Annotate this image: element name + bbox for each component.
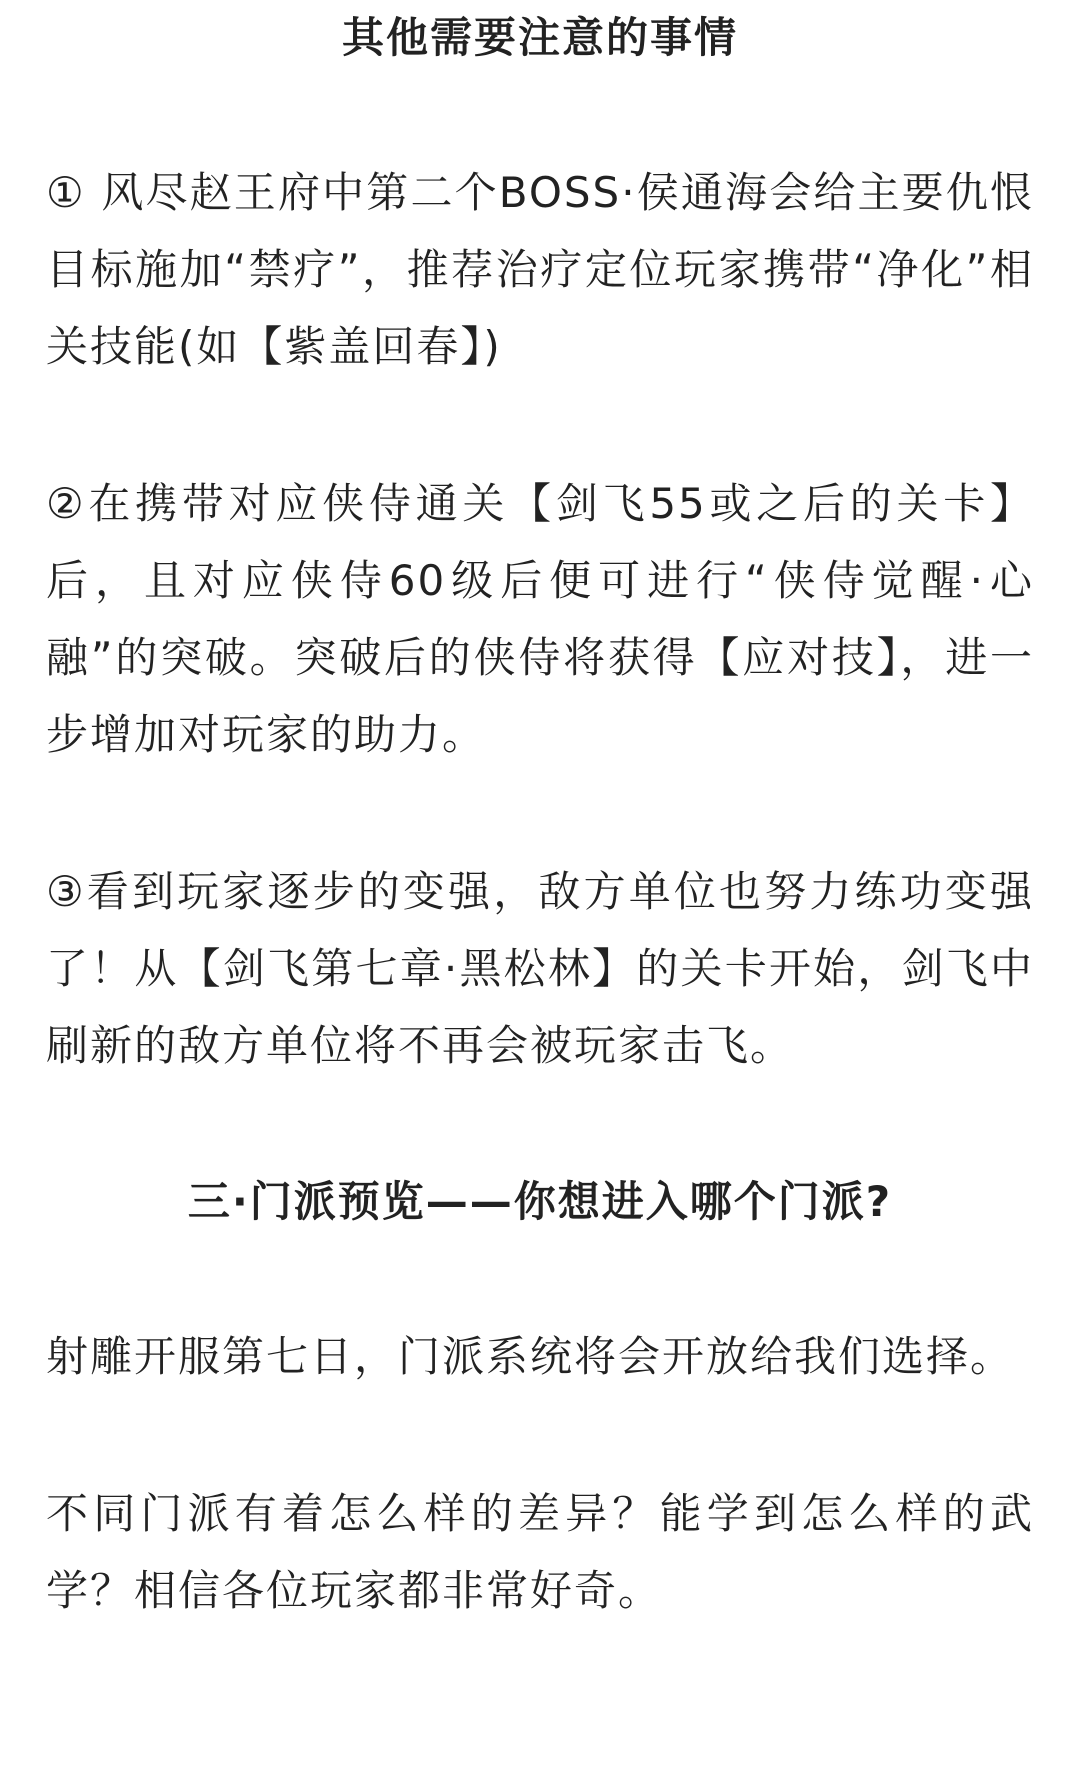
note-item-3: ③看到玩家逐步的变强，敌方单位也努力练功变强了！从【剑飞第七章·黑松林】的关卡开始，剑飞中刷新的敌方单位将不再会被玩家击飞。 — [46, 867, 1034, 1070]
section-title-sect-preview: 三·门派预览——你想进入哪个门派? — [187, 1177, 893, 1226]
section-title-notes: 其他需要注意的事情 — [341, 13, 738, 62]
body-paragraph-1: 射雕开服第七日，门派系统将会开放给我们选择。 — [46, 1332, 1015, 1381]
note-item-2: ②在携带对应侠侍通关【剑飞55或之后的关卡】后，且对应侠侍60级后便可进行“侠侍觉醒·心融”的突破。突破后的侠侍将获得【应对技】，进一步增加对玩家的助力。 — [46, 479, 1034, 759]
body-paragraph-2: 不同门派有着怎么样的差异？能学到怎么样的武学？相信各位玩家都非常好奇。 — [46, 1489, 1034, 1615]
note-item-1: ① 风尽赵王府中第二个BOSS·侯通海会给主要仇恨目标施加“禁疗”，推荐治疗定位玩家携带“净化”相关技能(如【紫盖回春】) — [46, 168, 1034, 371]
